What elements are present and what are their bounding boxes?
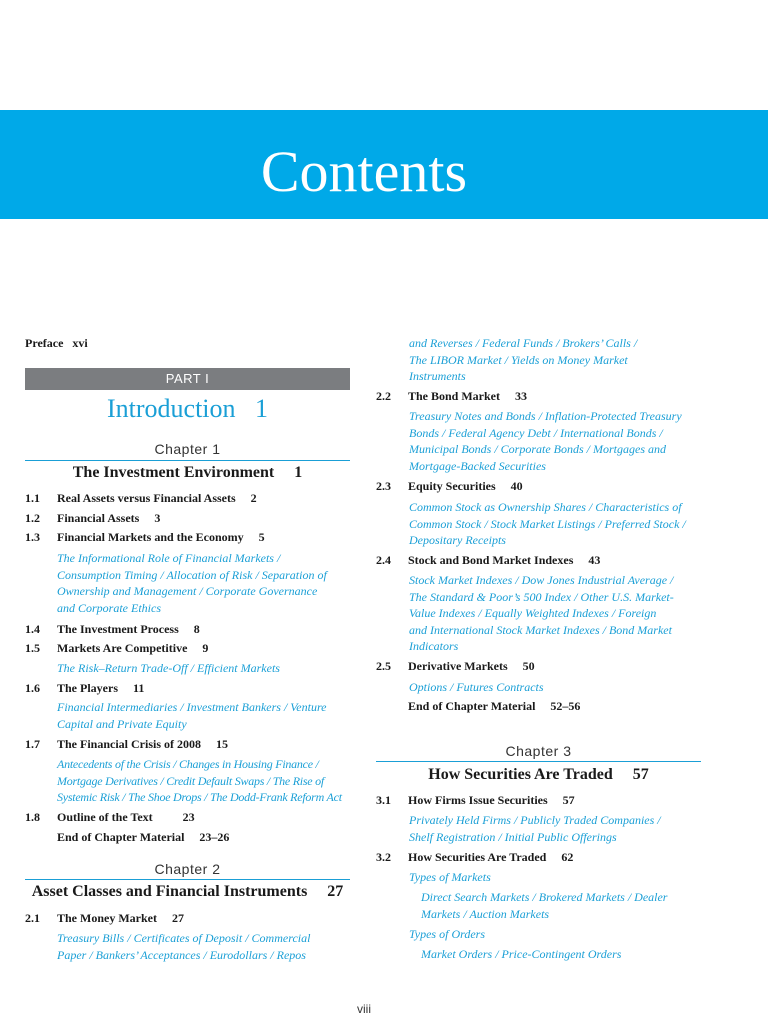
- toc-subtopics: Treasury Notes and Bonds / Inflation-Protected Treasury Bonds / Federal Agency Debt / International Bonds / Municipal Bonds / Corporate Bonds / Mortgages and Mortgage-Backed Securities: [409, 409, 682, 473]
- toc-entry[interactable]: 2.4 Stock and Bond Market Indexes 43: [376, 553, 601, 567]
- chapter-title[interactable]: How Securities Are Traded 57: [428, 766, 649, 783]
- toc-entry[interactable]: 1.1 Real Assets versus Financial Assets 2: [25, 491, 257, 505]
- toc-entry[interactable]: 1.6 The Players 11: [25, 681, 145, 695]
- toc-entry[interactable]: 2.3 Equity Securities 40: [376, 479, 523, 493]
- toc-entry[interactable]: 3.2 How Securities Are Traded 62: [376, 850, 574, 864]
- toc-entry[interactable]: 1.2 Financial Assets 3: [25, 511, 161, 525]
- page-title: Contents: [260, 139, 468, 204]
- toc-subtopics: Market Orders / Price-Contingent Orders: [421, 947, 622, 961]
- toc-entry[interactable]: End of Chapter Material 52–56: [408, 699, 581, 713]
- toc-subtopics: Financial Intermediaries / Investment Bankers / Venture Capital and Private Equity: [57, 700, 327, 731]
- toc-subtopics: Stock Market Indexes / Dow Jones Industrial Average / The Standard & Poor’s 500 Index / Other U.S. Market- Value Indexes / Equally Weighted Indexes / Foreign and International Stock Market Indexes / Bond Market Indicators: [409, 573, 674, 653]
- toc-subtopics: Privately Held Firms / Publicly Traded Companies / Shelf Registration / Initial Public Offerings: [409, 813, 661, 844]
- chapter-label: Chapter 1: [154, 441, 221, 457]
- toc-subtopics: Treasury Bills / Certificates of Deposit / Commercial Paper / Bankers’ Acceptances / Eurodollars / Repos: [57, 931, 311, 962]
- toc-subtopics: Antecedents of the Crisis / Changes in Housing Finance / Mortgage Derivatives / Credit Default Swaps / The Rise of Systemic Risk / The Shoe Drops / The Dodd-Frank Reform Act: [57, 757, 342, 804]
- toc-entry[interactable]: 2.2 The Bond Market 33: [376, 389, 528, 403]
- chapter-title[interactable]: Asset Classes and Financial Instruments 27: [31, 883, 344, 900]
- toc-subtopics: The Risk–Return Trade-Off / Efficient Markets: [57, 661, 280, 675]
- page-number: viii: [357, 1002, 371, 1016]
- toc-subtopics: Types of Orders: [409, 927, 485, 941]
- toc-entry[interactable]: 2.5 Derivative Markets 50: [376, 659, 535, 673]
- toc-entry[interactable]: 3.1 How Firms Issue Securities 57: [376, 793, 575, 807]
- toc-entry[interactable]: 1.8 Outline of the Text 23: [25, 810, 195, 824]
- toc-preface[interactable]: Preface xvi: [25, 336, 88, 350]
- toc-subtopics: Options / Futures Contracts: [409, 680, 544, 694]
- toc-entry[interactable]: 1.7 The Financial Crisis of 2008 15: [25, 737, 229, 751]
- toc-entry[interactable]: 1.5 Markets Are Competitive 9: [25, 641, 209, 655]
- toc-subtopics: and Reverses / Federal Funds / Brokers’ Calls / The LIBOR Market / Yields on Money Market Instruments: [409, 336, 638, 383]
- toc-entry[interactable]: 2.1 The Money Market 27: [25, 911, 184, 925]
- chapter-label: Chapter 2: [154, 861, 221, 877]
- toc-entry[interactable]: End of Chapter Material 23–26: [57, 830, 230, 844]
- contents-banner: [0, 110, 768, 219]
- toc-entry[interactable]: 1.3 Financial Markets and the Economy 5: [25, 530, 265, 544]
- chapter-rule: [25, 879, 350, 880]
- part-title[interactable]: Introduction 1: [106, 394, 269, 423]
- toc-subtopics: Types of Markets: [409, 870, 491, 884]
- toc-entry[interactable]: 1.4 The Investment Process 8: [25, 622, 200, 636]
- chapter-rule: [376, 761, 701, 762]
- chapter-label: Chapter 3: [505, 743, 572, 759]
- toc-subtopics: Direct Search Markets / Brokered Markets / Dealer Markets / Auction Markets: [421, 890, 668, 921]
- chapter-rule: [25, 460, 350, 461]
- chapter-title[interactable]: The Investment Environment 1: [72, 464, 303, 481]
- toc-subtopics: The Informational Role of Financial Markets / Consumption Timing / Allocation of Risk / Separation of Ownership and Management / Corporate Governance and Corporate Ethics: [57, 551, 327, 615]
- toc-subtopics: Common Stock as Ownership Shares / Characteristics of Common Stock / Stock Market Listings / Preferred Stock / Depositary Receipts: [409, 500, 686, 547]
- part-label: PART I: [25, 368, 350, 390]
